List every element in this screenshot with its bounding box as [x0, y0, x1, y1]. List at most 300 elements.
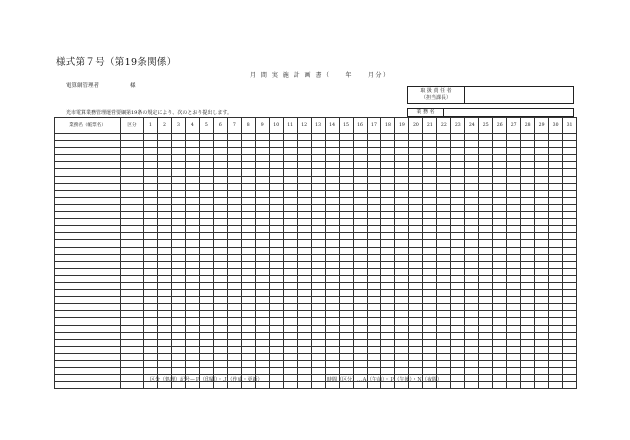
day-cell[interactable] [297, 325, 311, 332]
day-cell[interactable] [311, 361, 325, 368]
day-cell[interactable] [465, 197, 479, 204]
day-cell[interactable] [367, 169, 381, 176]
day-cell[interactable] [465, 254, 479, 261]
day-cell[interactable] [283, 240, 297, 247]
day-cell[interactable] [395, 226, 409, 233]
day-cell[interactable] [171, 346, 185, 353]
day-cell[interactable] [367, 148, 381, 155]
day-cell[interactable] [185, 339, 199, 346]
day-cell[interactable] [339, 183, 353, 190]
day-cell[interactable] [157, 290, 171, 297]
day-cell[interactable] [437, 219, 451, 226]
day-cell[interactable] [549, 197, 563, 204]
day-cell[interactable] [465, 155, 479, 162]
task-name-cell[interactable] [55, 318, 121, 325]
day-cell[interactable] [535, 375, 549, 382]
day-cell[interactable] [144, 318, 158, 325]
task-name-cell[interactable] [55, 169, 121, 176]
day-cell[interactable] [255, 297, 269, 304]
day-cell[interactable] [269, 346, 283, 353]
day-cell[interactable] [479, 261, 493, 268]
day-cell[interactable] [367, 226, 381, 233]
day-cell[interactable] [255, 204, 269, 211]
day-cell[interactable] [171, 353, 185, 360]
day-cell[interactable] [451, 325, 465, 332]
day-cell[interactable] [353, 361, 367, 368]
day-cell[interactable] [227, 297, 241, 304]
day-cell[interactable] [144, 169, 158, 176]
day-cell[interactable] [297, 212, 311, 219]
day-cell[interactable] [325, 169, 339, 176]
day-cell[interactable] [199, 311, 213, 318]
category-cell[interactable] [121, 318, 144, 325]
category-cell[interactable] [121, 297, 144, 304]
category-cell[interactable] [121, 240, 144, 247]
day-cell[interactable] [437, 332, 451, 339]
day-cell[interactable] [381, 368, 395, 375]
day-cell[interactable] [311, 148, 325, 155]
day-cell[interactable] [423, 361, 437, 368]
day-cell[interactable] [381, 219, 395, 226]
category-cell[interactable] [121, 261, 144, 268]
day-cell[interactable] [563, 297, 577, 304]
day-cell[interactable] [241, 219, 255, 226]
day-cell[interactable] [297, 290, 311, 297]
day-cell[interactable] [227, 226, 241, 233]
day-cell[interactable] [144, 254, 158, 261]
day-cell[interactable] [227, 353, 241, 360]
day-cell[interactable] [185, 183, 199, 190]
day-cell[interactable] [549, 204, 563, 211]
day-cell[interactable] [479, 318, 493, 325]
day-cell[interactable] [339, 332, 353, 339]
day-cell[interactable] [297, 162, 311, 169]
day-cell[interactable] [353, 282, 367, 289]
day-cell[interactable] [465, 162, 479, 169]
day-cell[interactable] [437, 148, 451, 155]
day-cell[interactable] [353, 368, 367, 375]
day-cell[interactable] [437, 162, 451, 169]
day-cell[interactable] [423, 197, 437, 204]
day-cell[interactable] [297, 268, 311, 275]
day-cell[interactable] [367, 141, 381, 148]
day-cell[interactable] [409, 134, 423, 141]
day-cell[interactable] [325, 368, 339, 375]
day-cell[interactable] [185, 197, 199, 204]
day-cell[interactable] [367, 290, 381, 297]
day-cell[interactable] [283, 282, 297, 289]
day-cell[interactable] [144, 304, 158, 311]
day-cell[interactable] [409, 268, 423, 275]
day-cell[interactable] [493, 240, 507, 247]
day-cell[interactable] [171, 240, 185, 247]
day-cell[interactable] [409, 176, 423, 183]
day-cell[interactable] [157, 226, 171, 233]
day-cell[interactable] [451, 361, 465, 368]
day-cell[interactable] [227, 339, 241, 346]
responsible-person-field[interactable] [465, 87, 573, 103]
task-name-cell[interactable] [55, 268, 121, 275]
day-cell[interactable] [423, 275, 437, 282]
day-cell[interactable] [311, 290, 325, 297]
day-cell[interactable] [241, 233, 255, 240]
day-cell[interactable] [367, 297, 381, 304]
day-cell[interactable] [283, 339, 297, 346]
day-cell[interactable] [451, 297, 465, 304]
day-cell[interactable] [479, 268, 493, 275]
day-cell[interactable] [157, 282, 171, 289]
day-cell[interactable] [521, 261, 535, 268]
day-cell[interactable] [199, 226, 213, 233]
day-cell[interactable] [381, 240, 395, 247]
day-cell[interactable] [367, 240, 381, 247]
day-cell[interactable] [213, 318, 227, 325]
day-cell[interactable] [171, 282, 185, 289]
day-cell[interactable] [144, 282, 158, 289]
day-cell[interactable] [353, 204, 367, 211]
day-cell[interactable] [269, 318, 283, 325]
category-cell[interactable] [121, 254, 144, 261]
day-cell[interactable] [423, 190, 437, 197]
day-cell[interactable] [144, 353, 158, 360]
day-cell[interactable] [171, 162, 185, 169]
day-cell[interactable] [493, 268, 507, 275]
day-cell[interactable] [283, 134, 297, 141]
day-cell[interactable] [521, 290, 535, 297]
day-cell[interactable] [199, 361, 213, 368]
day-cell[interactable] [255, 353, 269, 360]
day-cell[interactable] [521, 361, 535, 368]
task-name-cell[interactable] [55, 353, 121, 360]
day-cell[interactable] [563, 233, 577, 240]
day-cell[interactable] [395, 268, 409, 275]
day-cell[interactable] [255, 268, 269, 275]
day-cell[interactable] [241, 204, 255, 211]
day-cell[interactable] [185, 148, 199, 155]
day-cell[interactable] [241, 183, 255, 190]
day-cell[interactable] [479, 155, 493, 162]
day-cell[interactable] [185, 268, 199, 275]
category-cell[interactable] [121, 311, 144, 318]
day-cell[interactable] [157, 240, 171, 247]
day-cell[interactable] [563, 226, 577, 233]
day-cell[interactable] [171, 297, 185, 304]
task-name-cell[interactable] [55, 297, 121, 304]
day-cell[interactable] [479, 226, 493, 233]
day-cell[interactable] [325, 247, 339, 254]
day-cell[interactable] [367, 204, 381, 211]
day-cell[interactable] [465, 247, 479, 254]
day-cell[interactable] [395, 311, 409, 318]
day-cell[interactable] [535, 297, 549, 304]
day-cell[interactable] [353, 353, 367, 360]
task-name-cell[interactable] [55, 190, 121, 197]
day-cell[interactable] [325, 240, 339, 247]
day-cell[interactable] [479, 346, 493, 353]
category-cell[interactable] [121, 247, 144, 254]
day-cell[interactable] [339, 339, 353, 346]
day-cell[interactable] [325, 148, 339, 155]
day-cell[interactable] [241, 290, 255, 297]
day-cell[interactable] [227, 311, 241, 318]
day-cell[interactable] [563, 240, 577, 247]
task-name-cell[interactable] [55, 304, 121, 311]
day-cell[interactable] [171, 141, 185, 148]
day-cell[interactable] [213, 311, 227, 318]
day-cell[interactable] [199, 204, 213, 211]
day-cell[interactable] [297, 297, 311, 304]
task-name-cell[interactable] [55, 162, 121, 169]
day-cell[interactable] [241, 339, 255, 346]
day-cell[interactable] [535, 353, 549, 360]
day-cell[interactable] [381, 190, 395, 197]
day-cell[interactable] [157, 346, 171, 353]
day-cell[interactable] [311, 353, 325, 360]
day-cell[interactable] [563, 247, 577, 254]
task-name-cell[interactable] [55, 261, 121, 268]
day-cell[interactable] [353, 197, 367, 204]
day-cell[interactable] [241, 240, 255, 247]
day-cell[interactable] [437, 254, 451, 261]
day-cell[interactable] [255, 162, 269, 169]
day-cell[interactable] [409, 162, 423, 169]
day-cell[interactable] [465, 375, 479, 382]
day-cell[interactable] [409, 311, 423, 318]
day-cell[interactable] [437, 247, 451, 254]
day-cell[interactable] [563, 176, 577, 183]
day-cell[interactable] [227, 268, 241, 275]
day-cell[interactable] [241, 162, 255, 169]
day-cell[interactable] [437, 240, 451, 247]
day-cell[interactable] [521, 382, 535, 389]
day-cell[interactable] [241, 318, 255, 325]
day-cell[interactable] [353, 148, 367, 155]
day-cell[interactable] [423, 339, 437, 346]
day-cell[interactable] [353, 275, 367, 282]
day-cell[interactable] [227, 169, 241, 176]
day-cell[interactable] [185, 141, 199, 148]
day-cell[interactable] [535, 197, 549, 204]
day-cell[interactable] [367, 325, 381, 332]
day-cell[interactable] [549, 148, 563, 155]
day-cell[interactable] [521, 254, 535, 261]
day-cell[interactable] [437, 368, 451, 375]
day-cell[interactable] [507, 318, 521, 325]
day-cell[interactable] [563, 339, 577, 346]
day-cell[interactable] [297, 254, 311, 261]
day-cell[interactable] [395, 204, 409, 211]
day-cell[interactable] [157, 304, 171, 311]
day-cell[interactable] [423, 162, 437, 169]
day-cell[interactable] [157, 339, 171, 346]
task-name-cell[interactable] [55, 339, 121, 346]
day-cell[interactable] [269, 304, 283, 311]
day-cell[interactable] [367, 134, 381, 141]
day-cell[interactable] [451, 190, 465, 197]
day-cell[interactable] [311, 346, 325, 353]
day-cell[interactable] [409, 297, 423, 304]
day-cell[interactable] [395, 304, 409, 311]
day-cell[interactable] [227, 219, 241, 226]
day-cell[interactable] [423, 332, 437, 339]
day-cell[interactable] [157, 361, 171, 368]
day-cell[interactable] [144, 368, 158, 375]
day-cell[interactable] [283, 155, 297, 162]
day-cell[interactable] [521, 233, 535, 240]
day-cell[interactable] [185, 261, 199, 268]
category-cell[interactable] [121, 233, 144, 240]
day-cell[interactable] [451, 382, 465, 389]
day-cell[interactable] [227, 190, 241, 197]
day-cell[interactable] [409, 346, 423, 353]
day-cell[interactable] [311, 212, 325, 219]
day-cell[interactable] [563, 304, 577, 311]
day-cell[interactable] [297, 169, 311, 176]
day-cell[interactable] [353, 311, 367, 318]
day-cell[interactable] [381, 318, 395, 325]
day-cell[interactable] [395, 212, 409, 219]
day-cell[interactable] [227, 148, 241, 155]
day-cell[interactable] [409, 261, 423, 268]
day-cell[interactable] [339, 254, 353, 261]
day-cell[interactable] [199, 183, 213, 190]
day-cell[interactable] [199, 155, 213, 162]
day-cell[interactable] [465, 141, 479, 148]
day-cell[interactable] [255, 254, 269, 261]
day-cell[interactable] [241, 197, 255, 204]
day-cell[interactable] [381, 183, 395, 190]
day-cell[interactable] [255, 176, 269, 183]
day-cell[interactable] [395, 318, 409, 325]
day-cell[interactable] [353, 212, 367, 219]
day-cell[interactable] [353, 332, 367, 339]
day-cell[interactable] [381, 204, 395, 211]
day-cell[interactable] [535, 219, 549, 226]
day-cell[interactable] [563, 346, 577, 353]
day-cell[interactable] [185, 134, 199, 141]
day-cell[interactable] [451, 368, 465, 375]
day-cell[interactable] [409, 361, 423, 368]
day-cell[interactable] [241, 212, 255, 219]
day-cell[interactable] [423, 219, 437, 226]
day-cell[interactable] [157, 176, 171, 183]
day-cell[interactable] [213, 346, 227, 353]
day-cell[interactable] [171, 254, 185, 261]
task-name-cell[interactable] [55, 368, 121, 375]
day-cell[interactable] [311, 297, 325, 304]
day-cell[interactable] [395, 247, 409, 254]
day-cell[interactable] [269, 254, 283, 261]
day-cell[interactable] [199, 240, 213, 247]
day-cell[interactable] [423, 297, 437, 304]
day-cell[interactable] [549, 375, 563, 382]
category-cell[interactable] [121, 148, 144, 155]
day-cell[interactable] [297, 247, 311, 254]
day-cell[interactable] [297, 346, 311, 353]
day-cell[interactable] [367, 176, 381, 183]
day-cell[interactable] [339, 197, 353, 204]
day-cell[interactable] [395, 183, 409, 190]
day-cell[interactable] [144, 176, 158, 183]
day-cell[interactable] [339, 233, 353, 240]
day-cell[interactable] [171, 332, 185, 339]
day-cell[interactable] [241, 361, 255, 368]
day-cell[interactable] [157, 275, 171, 282]
day-cell[interactable] [171, 226, 185, 233]
day-cell[interactable] [465, 325, 479, 332]
day-cell[interactable] [353, 233, 367, 240]
day-cell[interactable] [269, 219, 283, 226]
day-cell[interactable] [423, 240, 437, 247]
day-cell[interactable] [451, 233, 465, 240]
day-cell[interactable] [157, 141, 171, 148]
day-cell[interactable] [171, 275, 185, 282]
day-cell[interactable] [563, 361, 577, 368]
day-cell[interactable] [144, 332, 158, 339]
day-cell[interactable] [227, 233, 241, 240]
day-cell[interactable] [451, 212, 465, 219]
day-cell[interactable] [185, 240, 199, 247]
day-cell[interactable] [171, 197, 185, 204]
day-cell[interactable] [297, 318, 311, 325]
day-cell[interactable] [241, 346, 255, 353]
day-cell[interactable] [171, 268, 185, 275]
day-cell[interactable] [199, 134, 213, 141]
day-cell[interactable] [423, 368, 437, 375]
day-cell[interactable] [325, 304, 339, 311]
day-cell[interactable] [535, 233, 549, 240]
business-name-field[interactable] [444, 109, 573, 116]
day-cell[interactable] [535, 212, 549, 219]
day-cell[interactable] [507, 268, 521, 275]
day-cell[interactable] [255, 275, 269, 282]
day-cell[interactable] [451, 318, 465, 325]
day-cell[interactable] [325, 332, 339, 339]
day-cell[interactable] [479, 204, 493, 211]
day-cell[interactable] [199, 297, 213, 304]
day-cell[interactable] [199, 197, 213, 204]
day-cell[interactable] [395, 261, 409, 268]
day-cell[interactable] [451, 134, 465, 141]
day-cell[interactable] [493, 212, 507, 219]
day-cell[interactable] [381, 169, 395, 176]
day-cell[interactable] [227, 318, 241, 325]
day-cell[interactable] [367, 162, 381, 169]
day-cell[interactable] [521, 169, 535, 176]
day-cell[interactable] [409, 247, 423, 254]
day-cell[interactable] [269, 190, 283, 197]
day-cell[interactable] [563, 311, 577, 318]
day-cell[interactable] [451, 268, 465, 275]
day-cell[interactable] [367, 275, 381, 282]
day-cell[interactable] [521, 134, 535, 141]
day-cell[interactable] [381, 254, 395, 261]
day-cell[interactable] [381, 353, 395, 360]
day-cell[interactable] [325, 339, 339, 346]
day-cell[interactable] [381, 297, 395, 304]
day-cell[interactable] [157, 169, 171, 176]
day-cell[interactable] [297, 176, 311, 183]
day-cell[interactable] [451, 290, 465, 297]
day-cell[interactable] [157, 368, 171, 375]
day-cell[interactable] [423, 141, 437, 148]
day-cell[interactable] [451, 226, 465, 233]
day-cell[interactable] [437, 290, 451, 297]
day-cell[interactable] [241, 268, 255, 275]
day-cell[interactable] [157, 325, 171, 332]
day-cell[interactable] [465, 134, 479, 141]
day-cell[interactable] [423, 325, 437, 332]
